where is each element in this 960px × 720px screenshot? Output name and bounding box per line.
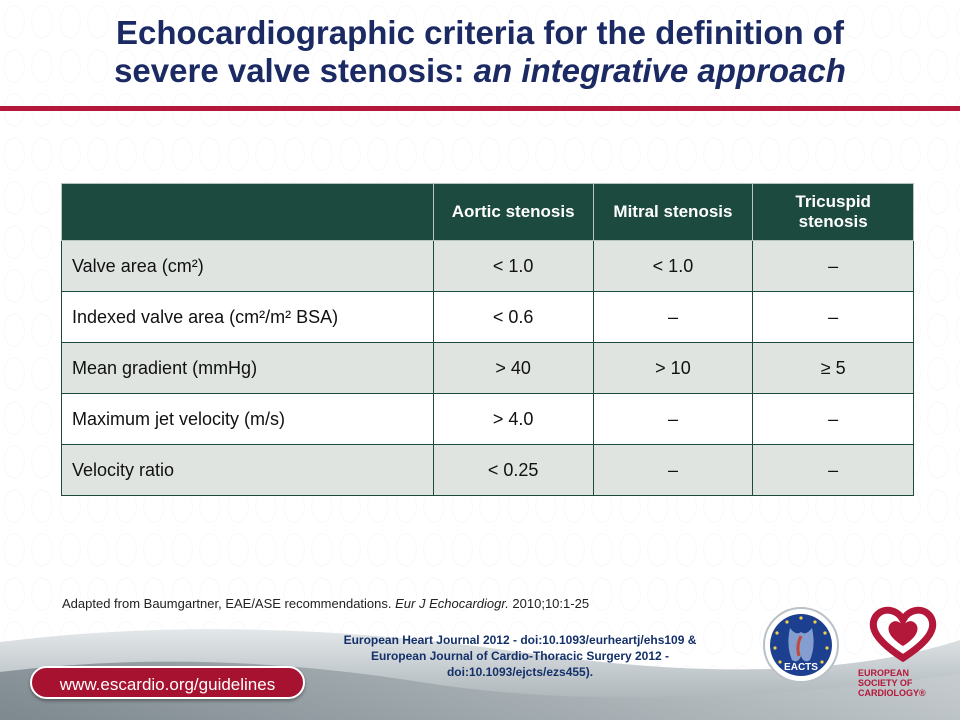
source-citation [62, 596, 589, 611]
esc-logo-line: CARDIOLOGY® [858, 688, 926, 698]
table-header-cell [62, 184, 434, 241]
table-cell: – [593, 445, 753, 496]
reference-line: doi:10.1093/ejcts/ezs455). [446, 665, 594, 679]
reference-line: European Journal of Cardio-Thoracic Surgery 2012 - [370, 649, 670, 663]
table-header-cell: Mitral stenosis [593, 184, 753, 241]
slide-title [0, 14, 960, 90]
eacts-logo [762, 606, 840, 684]
table-header-row [62, 184, 914, 241]
title-line-2-italic: an integrative approach [473, 52, 846, 89]
table-cell: > 4.0 [433, 394, 593, 445]
table-row [62, 241, 914, 292]
table-row [62, 292, 914, 343]
table-cell: – [753, 292, 914, 343]
source-tail: 2010;10:1-25 [508, 596, 590, 611]
title-line-2 [0, 52, 960, 90]
eacts-logo-text: EACTS [784, 662, 818, 673]
table-cell: < 0.6 [433, 292, 593, 343]
table-cell: < 1.0 [593, 241, 753, 292]
reference-line: European Heart Journal 2012 - doi:10.1093/eurheartj/ehs109 & [343, 633, 697, 647]
table-header-cell: Aortic stenosis [433, 184, 593, 241]
table-row [62, 445, 914, 496]
table-cell: ≥ 5 [753, 343, 914, 394]
table-cell: – [593, 394, 753, 445]
criteria-table [61, 183, 914, 496]
table-cell: – [753, 394, 914, 445]
table-row [62, 394, 914, 445]
row-label: Maximum jet velocity (m/s) [62, 394, 434, 445]
row-label: Valve area (cm²) [62, 241, 434, 292]
table-cell: < 1.0 [433, 241, 593, 292]
table-cell: – [753, 241, 914, 292]
table-cell: > 10 [593, 343, 753, 394]
row-label: Indexed valve area (cm²/m² BSA) [62, 292, 434, 343]
table-row [62, 343, 914, 394]
table-cell: > 40 [433, 343, 593, 394]
source-journal: Eur J Echocardiogr. [395, 596, 509, 611]
esc-logo-text [858, 668, 948, 698]
table-cell: – [753, 445, 914, 496]
esc-logo-line: SOCIETY OF [858, 678, 913, 688]
row-label: Mean gradient (mmHg) [62, 343, 434, 394]
journal-references [300, 632, 740, 680]
table-cell: < 0.25 [433, 445, 593, 496]
title-line-2-plain: severe valve stenosis: [114, 52, 474, 89]
table-header-cell: Tricuspid stenosis [753, 184, 914, 241]
guidelines-link[interactable]: www.escardio.org/guidelines [30, 666, 305, 699]
source-plain: Adapted from Baumgartner, EAE/ASE recommendations. [62, 596, 396, 611]
title-line-1: Echocardiographic criteria for the definition of [116, 14, 844, 51]
row-label: Velocity ratio [62, 445, 434, 496]
title-divider [0, 106, 960, 111]
esc-logo-line: EUROPEAN [858, 668, 910, 678]
table-cell: – [593, 292, 753, 343]
